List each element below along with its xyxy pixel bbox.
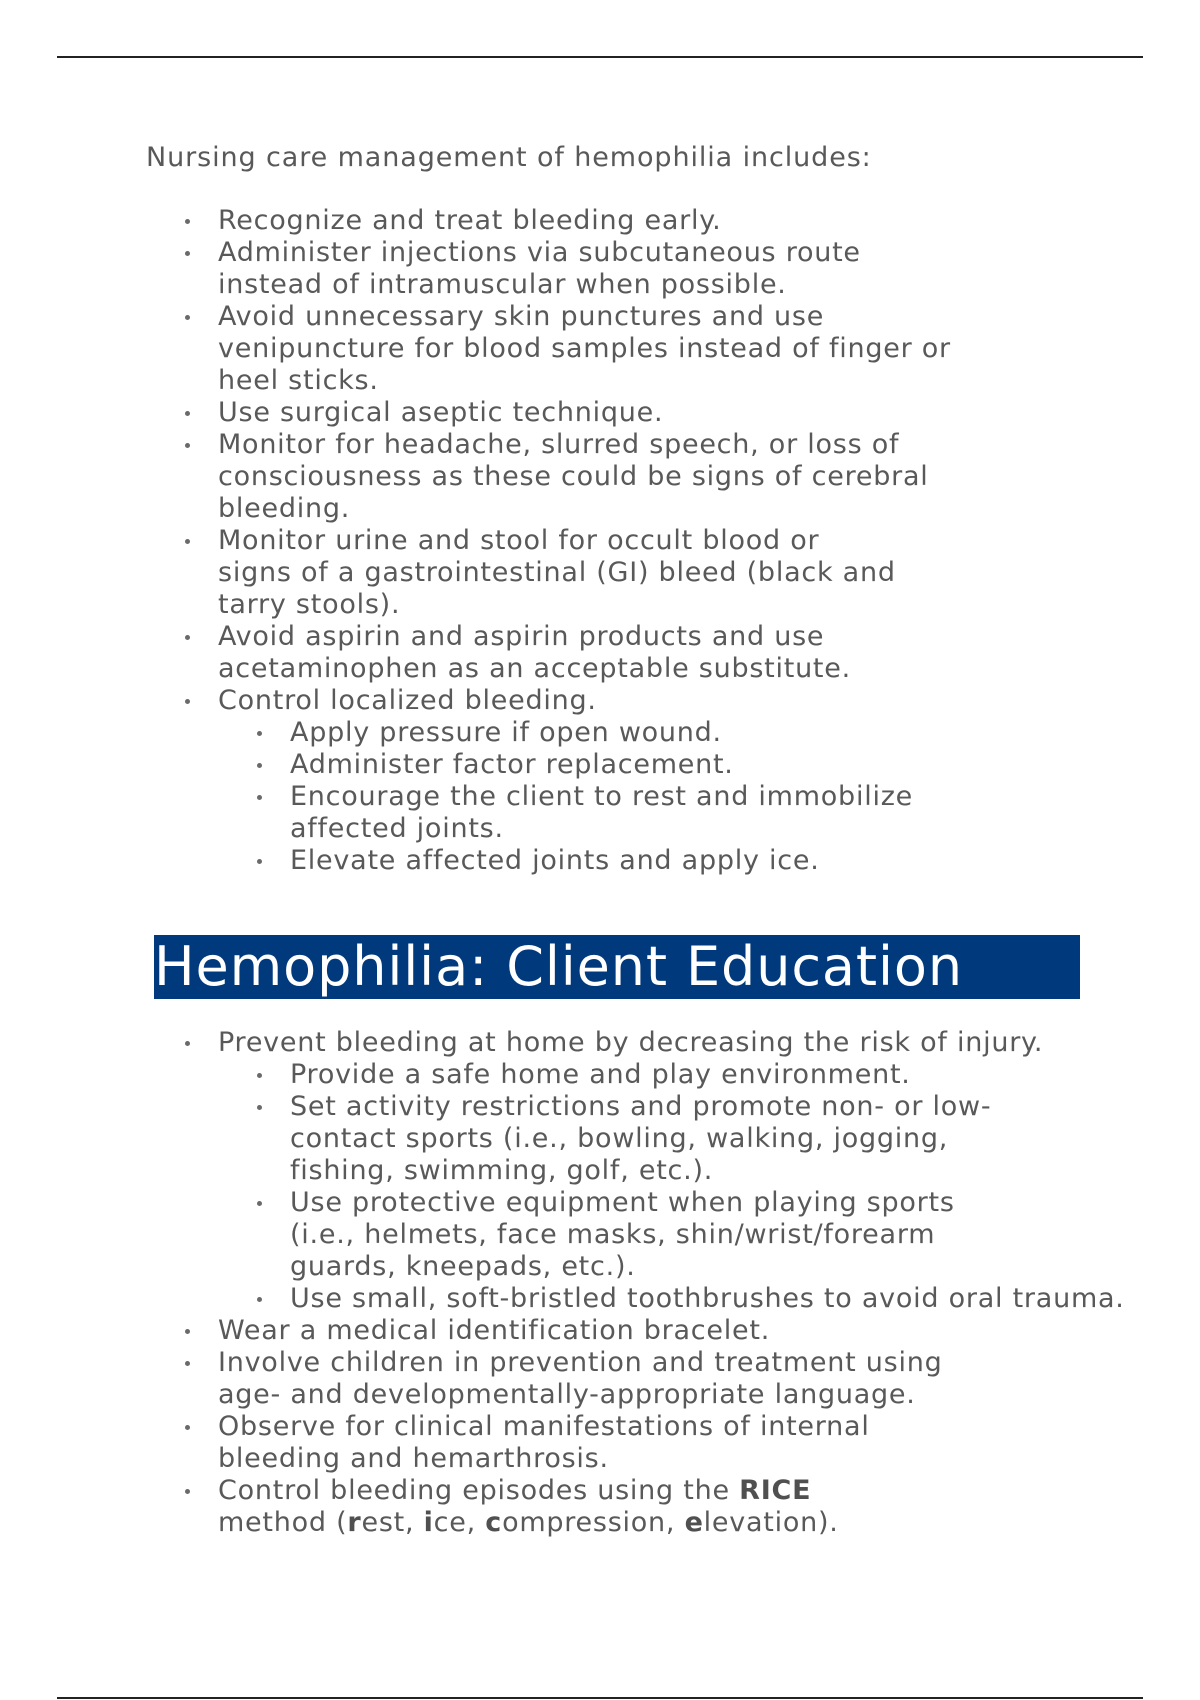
list-item	[218, 205, 951, 237]
list-item-line: Administer injections via subcutaneous route	[218, 237, 861, 268]
bullet-icon	[257, 731, 262, 736]
bold-text: e	[684, 1507, 704, 1538]
list-item	[218, 525, 951, 621]
bullet-icon	[185, 315, 190, 320]
bullet-icon	[185, 411, 190, 416]
list-item-line: venipuncture for blood samples instead of finger or	[218, 333, 951, 364]
list-item	[218, 1347, 1125, 1411]
list-item	[290, 1283, 1125, 1315]
section-heading-client-education: Hemophilia: Client Education	[154, 935, 1080, 999]
bullet-icon	[185, 1425, 190, 1430]
sub-list	[290, 1059, 1125, 1315]
list-item	[290, 781, 951, 845]
list-item	[218, 237, 951, 301]
list-item-line: Involve children in prevention and treatment using	[218, 1347, 943, 1378]
list-item	[218, 685, 951, 877]
list-item	[218, 429, 951, 525]
list-item-line: Encourage the client to rest and immobilize	[290, 781, 913, 812]
list-item-line: Wear a medical identification bracelet.	[218, 1315, 771, 1346]
list-item-line: contact sports (i.e., bowling, walking, jogging,	[290, 1123, 949, 1154]
list-item-line: Set activity restrictions and promote non- or low-	[290, 1091, 992, 1122]
list-item	[290, 1059, 1125, 1091]
list-item	[290, 717, 951, 749]
list-item-line: Use surgical aseptic technique.	[218, 397, 664, 428]
bullet-icon	[257, 1073, 262, 1078]
list-item-line: signs of a gastrointestinal (GI) bleed (black and	[218, 557, 896, 588]
bold-text: i	[423, 1507, 434, 1538]
bullet-icon	[257, 795, 262, 800]
text-segment: ompression,	[502, 1507, 685, 1538]
bullet-icon	[185, 635, 190, 640]
list-item-line: guards, kneepads, etc.).	[290, 1251, 636, 1282]
bold-text: RICE	[739, 1475, 812, 1506]
bullet-icon	[185, 539, 190, 544]
list-item-line: Avoid unnecessary skin punctures and use	[218, 301, 825, 332]
list-item	[218, 397, 951, 429]
list-item	[290, 845, 951, 877]
nursing-care-list	[218, 205, 951, 877]
bullet-icon	[185, 1361, 190, 1366]
list-item-line: Administer factor replacement.	[290, 749, 734, 780]
list-item-line: Control localized bleeding.	[218, 685, 597, 716]
list-item-line: Monitor for headache, slurred speech, or loss of	[218, 429, 900, 460]
list-item-line: (i.e., helmets, face masks, shin/wrist/forearm	[290, 1219, 936, 1250]
sub-list	[290, 717, 951, 877]
bold-text: r	[347, 1507, 362, 1538]
list-item	[290, 1187, 1125, 1283]
list-item	[218, 1475, 1125, 1539]
text-segment: est,	[361, 1507, 424, 1538]
list-item-line	[218, 1475, 1125, 1507]
bullet-icon	[185, 699, 190, 704]
list-item-line: acetaminophen as an acceptable substitute.	[218, 653, 851, 684]
list-item	[290, 749, 951, 781]
list-item-line: Prevent bleeding at home by decreasing the risk of injury.	[218, 1027, 1044, 1058]
intro-text: Nursing care management of hemophilia includes:	[146, 142, 872, 173]
bullet-icon	[185, 1329, 190, 1334]
list-item	[218, 1315, 1125, 1347]
list-item-line: Monitor urine and stool for occult blood or	[218, 525, 820, 556]
list-item-line: instead of intramuscular when possible.	[218, 269, 787, 300]
list-item-line: affected joints.	[290, 813, 504, 844]
bold-text: c	[485, 1507, 503, 1538]
list-item-line: heel sticks.	[218, 365, 379, 396]
bullet-icon	[257, 859, 262, 864]
list-item-line: Avoid aspirin and aspirin products and use	[218, 621, 825, 652]
list-item-line: consciousness as these could be signs of cerebral	[218, 461, 929, 492]
list-item-line: Apply pressure if open wound.	[290, 717, 722, 748]
bullet-icon	[185, 251, 190, 256]
list-item	[218, 1411, 1125, 1475]
list-item-line: Provide a safe home and play environment.	[290, 1059, 911, 1090]
list-item	[290, 1091, 1125, 1187]
bullet-icon	[185, 443, 190, 448]
list-item-line: Elevate affected joints and apply ice.	[290, 845, 820, 876]
list-item-line: Use protective equipment when playing sports	[290, 1187, 955, 1218]
text-segment: Control bleeding episodes using the	[218, 1475, 740, 1506]
text-segment: levation).	[703, 1507, 839, 1538]
text-segment: ce,	[433, 1507, 486, 1538]
footer-rule	[57, 1697, 1143, 1699]
list-item-line: Use small, soft-bristled toothbrushes to avoid oral trauma.	[290, 1283, 1125, 1314]
bullet-icon	[257, 1297, 262, 1302]
bullet-icon	[185, 219, 190, 224]
list-item-line: bleeding and hemarthrosis.	[218, 1443, 609, 1474]
bullet-icon	[257, 763, 262, 768]
list-item-line: fishing, swimming, golf, etc.).	[290, 1155, 714, 1186]
list-item-line: Observe for clinical manifestations of internal	[218, 1411, 870, 1442]
list-item-line: bleeding.	[218, 493, 351, 524]
bullet-icon	[257, 1201, 262, 1206]
list-item-line: age- and developmentally-appropriate language.	[218, 1379, 916, 1410]
list-item-line: tarry stools).	[218, 589, 401, 620]
list-item	[218, 621, 951, 685]
list-item-line	[218, 1507, 1125, 1539]
client-education-list	[218, 1027, 1125, 1539]
bullet-icon	[257, 1105, 262, 1110]
text-segment: method (	[218, 1507, 348, 1538]
header-rule	[57, 56, 1143, 58]
bullet-icon	[185, 1489, 190, 1494]
list-item	[218, 1027, 1125, 1315]
bullet-icon	[185, 1041, 190, 1046]
list-item-line: Recognize and treat bleeding early.	[218, 205, 722, 236]
list-item	[218, 301, 951, 397]
